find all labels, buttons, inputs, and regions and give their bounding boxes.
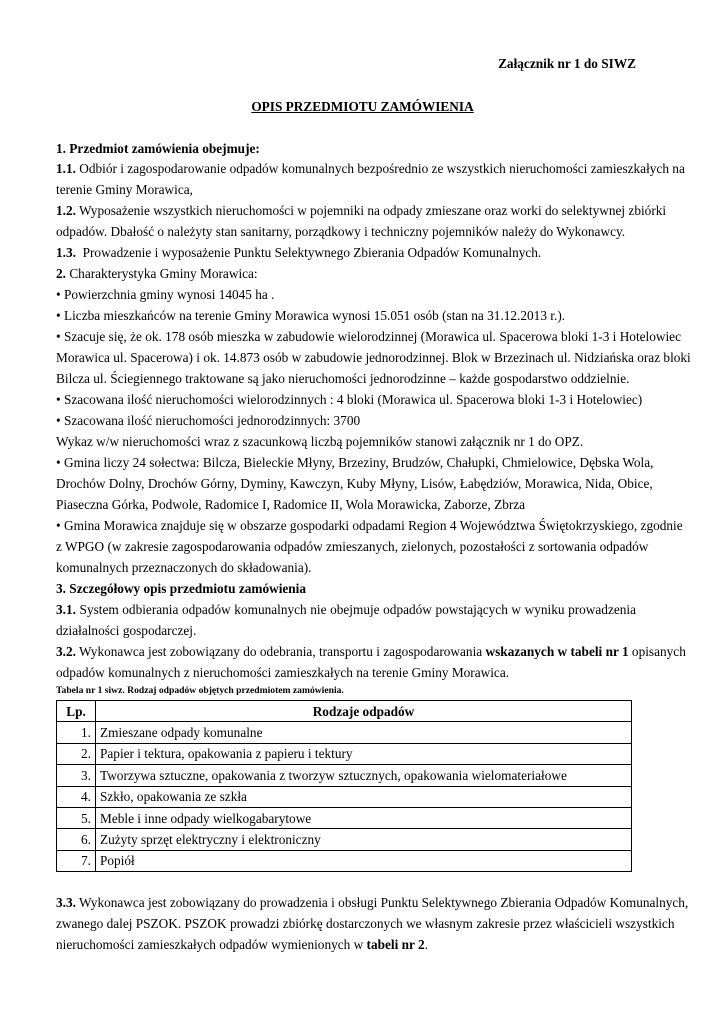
bullet-region-line-3: komunalnych przeznaczonych do składowania). (56, 560, 312, 575)
paragraph-3-1-line-1 (56, 599, 636, 620)
waste-type: Szkło, opakowania ze szkła (96, 786, 632, 807)
paragraph-text: opisanych (631, 644, 686, 659)
waste-type: Zmieszane odpady komunalne (96, 722, 632, 743)
bullet-region-line-1: • Gmina Morawica znajduje się w obszarze gospodarki odpadami Region 4 Województwa Świętokrzyskiego, zgodnie (56, 518, 683, 533)
paragraph-text: Wykonawca jest zobowiązany do odebrania, transportu i zagospodarowania (79, 644, 483, 659)
bullet-villages-line-3: Piaseczna Górka, Podwole, Radomice I, Radomice II, Wola Morawicka, Zaborze, Zbrza (56, 497, 526, 512)
paragraph-text: . (424, 937, 428, 952)
paragraph-text: System odbierania odpadów komunalnych nie obejmuje odpadów powstających w wyniku prowadzenia (79, 602, 637, 617)
paragraph-1-2-line-1 (56, 200, 667, 221)
table-reference: tabeli nr 2 (366, 937, 425, 952)
bullet-villages-line-2: Drochów Dolny, Drochów Górny, Dyminy, Kawczyn, Kuby Młyny, Lisów, Łabędziów, Morawica, Nida, Obice, (56, 476, 653, 491)
waste-type: Tworzywa sztuczne, opakowania z tworzyw sztucznych, opakowania wielomateriałowe (96, 765, 632, 786)
section-2-heading (56, 263, 636, 284)
attachment-label: Załącznik nr 1 do SIWZ (498, 56, 636, 71)
row-number: 7. (57, 850, 96, 871)
property-list-note: Wykaz w/w nieruchomości wraz z szacunkową liczbą pojemników stanowi załącznik nr 1 do OPZ. (56, 434, 584, 449)
section-number: 2. (56, 266, 66, 281)
paragraph-number: 3.1. (56, 602, 76, 617)
paragraph-number: 1.2. (56, 203, 76, 218)
table-reference: wskazanych w tabeli nr 1 (485, 644, 629, 659)
paragraph-1-1-line-2: terenie Gminy Morawica, (56, 182, 193, 197)
document-title: OPIS PRZEDMIOTU ZAMÓWIENIA (251, 99, 474, 114)
table-row (57, 829, 632, 850)
table-row (57, 743, 632, 764)
waste-type: Meble i inne odpady wielkogabarytowe (96, 807, 632, 828)
bullet-housing-line-1: • Szacuje się, że ok. 178 osób mieszka w zabudowie wielorodzinnej (Morawica ul. Spacerowa bloki 1-3 i Hotelowiec (56, 329, 681, 344)
bullet-multifamily: • Szacowana ilość nieruchomości wielorodzinnych : 4 bloki (Morawica ul. Spacerowa bloki 1-3 i Hotelowiec) (56, 392, 643, 407)
paragraph-number: 1.3. (56, 245, 76, 260)
section-3-heading: 3. Szczegółowy opis przedmiotu zamówienia (56, 581, 307, 596)
paragraph-number: 3.2. (56, 644, 76, 659)
paragraph-3-3-line-3 (56, 934, 636, 955)
paragraph-number: 1.1. (56, 161, 76, 176)
bullet-area: • Powierzchnia gminy wynosi 14045 ha . (56, 287, 275, 302)
row-number: 5. (57, 807, 96, 828)
table-row (57, 786, 632, 807)
bullet-housing-line-3: Bilcza ul. Ściegiennego traktowane są jako nieruchomości jednorodzinne – każde gospodarstwo oddzielnie. (56, 371, 630, 386)
table-caption: Tabela nr 1 siwz. Rodzaj odpadów objętych przedmiotem zamówienia. (56, 685, 344, 696)
waste-type: Zużyty sprzęt elektryczny i elektroniczny (96, 829, 632, 850)
paragraph-text: Wyposażenie wszystkich nieruchomości w pojemniki na odpady zmieszane oraz worki do selektywnej zbiórki (79, 203, 667, 218)
row-number: 6. (57, 829, 96, 850)
bullet-singlefamily: • Szacowana ilość nieruchomości jednorodzinnych: 3700 (56, 413, 361, 428)
row-number: 1. (57, 722, 96, 743)
waste-types-table (56, 700, 632, 872)
table-row (57, 765, 632, 786)
paragraph-3-3-line-2: zwanego dalej PSZOK. PSZOK prowadzi zbiórkę dostarczonych we własnym zakresie przez właścicieli wszystkich (56, 916, 675, 931)
column-header-waste-type: Rodzaje odpadów (96, 701, 632, 722)
paragraph-1-1-line-1 (56, 158, 685, 179)
bullet-region-line-2: z WPGO (w zakresie zagospodarowania odpadów zmieszanych, zielonych, pozostałości z sortowania odpadów (56, 539, 649, 554)
bullet-population: • Liczba mieszkańców na terenie Gminy Morawica wynosi 15.051 osób (stan na 31.12.2013 r.). (56, 308, 566, 323)
paragraph-number: 3.3. (56, 895, 76, 910)
table-row (57, 722, 632, 743)
paragraph-text: Prowadzenie i wyposażenie Punktu Selektywnego Zbierania Odpadów Komunalnych. (82, 245, 542, 260)
bullet-housing-line-2: Morawica ul. Spacerowa) i ok. 14.873 osób w zabudowie jednorodzinnej. Blok w Brzezinach ul. Nidziańska oraz bloki (56, 350, 691, 365)
section-1-heading: 1. Przedmiot zamówienia obejmuje: (56, 141, 260, 156)
paragraph-text: nieruchomości zamieszkałych odpadów wymienionych w (56, 937, 364, 952)
row-number: 4. (57, 786, 96, 807)
column-header-lp: Lp. (57, 701, 96, 722)
paragraph-3-2-line-2: odpadów komunalnych z nieruchomości zamieszkałych na terenie Gminy Morawica. (56, 665, 510, 680)
row-number: 3. (57, 765, 96, 786)
row-number: 2. (57, 743, 96, 764)
paragraph-text: Wykonawca jest zobowiązany do prowadzenia i obsługi Punktu Selektywnego Zbierania Odpadów Komunalnych, (79, 895, 689, 910)
paragraph-1-2-line-2: odpadów. Dbałość o należyty stan sanitarny, porządkowy i techniczny pojemników należy do Wykonawcy. (56, 224, 626, 239)
paragraph-3-3-line-1 (56, 892, 689, 913)
table-row (57, 850, 632, 871)
paragraph-3-1-line-2: działalności gospodarczej. (56, 623, 197, 638)
section-title: Charakterystyka Gminy Morawica: (69, 266, 258, 281)
table-header-row (57, 701, 632, 722)
waste-type: Popiół (96, 850, 632, 871)
paragraph-text: Odbiór i zagospodarowanie odpadów komunalnych bezpośrednio ze wszystkich nieruchomości zamieszkałych na (79, 161, 685, 176)
bullet-villages-line-1: • Gmina liczy 24 sołectwa: Bilcza, Bieleckie Młyny, Brzeziny, Brudzów, Chałupki, Chmielowice, Dębska Wola, (56, 455, 654, 470)
table-row (57, 807, 632, 828)
paragraph-1-3 (56, 242, 636, 263)
paragraph-3-2-line-1 (56, 641, 686, 662)
waste-type: Papier i tektura, opakowania z papieru i tektury (96, 743, 632, 764)
